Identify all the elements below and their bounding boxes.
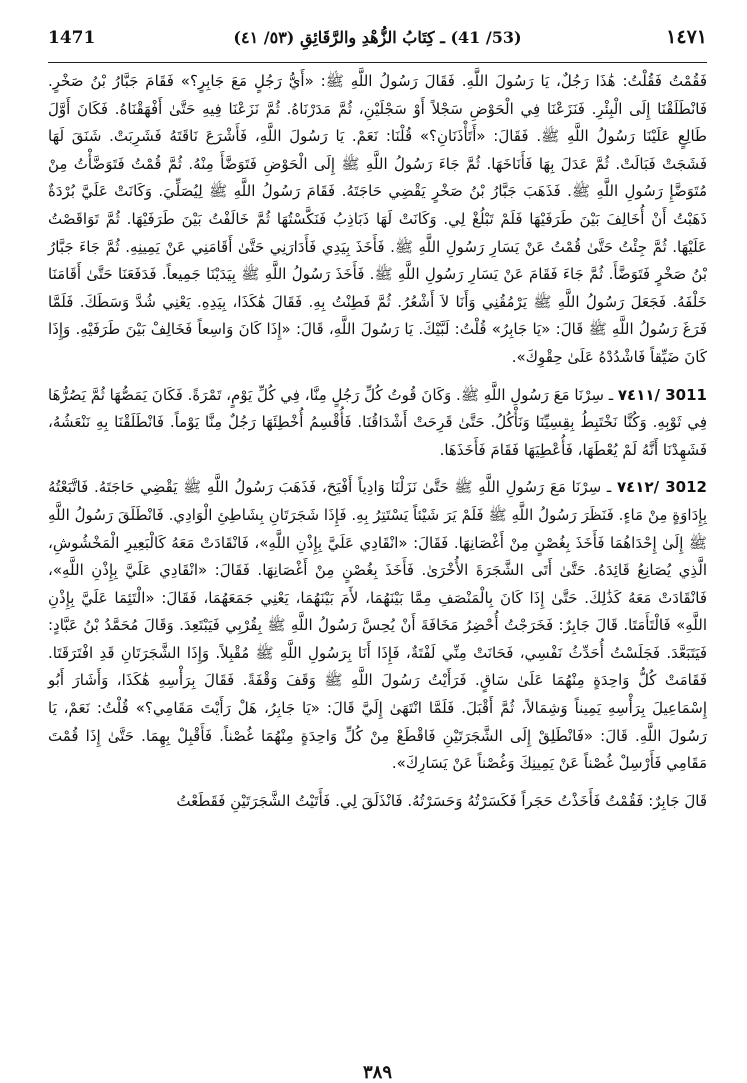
paragraph-final: قَالَ جَابِرٌ: فَقُمْتُ فَأَخَذْتُ حَجَراً فَكَسَرْتُهُ وَحَسَرْتُهُ. فَانْذَلَقَ لِي. فَأَتَيْتُ الشَّجَرَتَيْنِ فَقَطَعْتُ [176,791,707,810]
hadith-3012 [48,474,707,778]
page-number-latin: 1471 [48,28,96,48]
hadith-number: ٧٤١٢/ 3012 [616,478,707,497]
paragraph-continuation: فَقُمْتُ فَقُلْتُ: هَٰذَا رَجُلٌ، يَا رَسُولَ اللَّهِ. فَقَالَ رَسُولُ اللَّهِ ﷺ: «أَيُّ رَجُلٍ مَعَ جَابِرٍ؟» فَقَامَ جَبَّارُ بْنُ صَخْرٍ. فَانْطَلَقْنَا إِلَى الْبِئْرِ. فَنَزَعْنَا فِي الْحَوْضِ سَجْلاً أَوْ سَجْلَيْنِ، ثُمَّ مَدَرْنَاهُ. ثُمَّ نَزَعْنَا فِيهِ حَتَّىٰ أَفْهَقْنَاهُ. فَكَانَ أَوَّلَ طَالِعٍ عَلَيْنَا رَسُولُ اللَّهِ ﷺ. فَقَالَ: «أَتَأْذَنَانِ؟» قُلْنَا: نَعَمْ. يَا رَسُولَ اللَّهِ، فَأَشْرَعَ نَاقَتَهُ فَشَرِبَتْ. شَنَقَ لَهَا فَشَجَتْ فَبَالَتْ. ثُمَّ عَدَلَ بِهَا فَأَنَاخَهَا. ثُمَّ جَاءَ رَسُولُ اللَّهِ ﷺ إِلَى الْحَوْضِ فَتَوَضَّأَ مِنْهُ. ثُمَّ قُمْتُ فَتَوَضَّأْتُ مِنْ مُتَوَضَّإِ رَسُولِ اللَّهِ ﷺ. فَذَهَبَ جَبَّارُ بْنُ صَخْرٍ يَقْضِي حَاجَتَهُ. فَقَامَ رَسُولُ اللَّهِ ﷺ لِيُصَلِّيَ. وَكَانَتْ عَلَيَّ بُرْدَةٌ ذَهَبْتُ أَنْ أُخَالِفَ بَيْنَ طَرَفَيْهَا فَلَمْ تَبْلُغْ لِي. وَكَانَتْ لَهَا ذَبَاذِبُ فَنَكَّسْتُهَا ثُمَّ خَالَفْتُ بَيْنَ طَرَفَيْهَا. ثُمَّ تَوَاقَصْتُ عَلَيْهَا. ثُمَّ جِئْتُ حَتَّىٰ قُمْتُ عَنْ يَسَارِ رَسُولِ اللَّهِ ﷺ. فَأَخَذَ بِيَدِي فَأَدَارَنِي حَتَّىٰ أَقَامَنِي عَنْ يَمِينِهِ. ثُمَّ جَاءَ جَبَّارُ بْنُ صَخْرٍ فَتَوَضَّأَ. ثُمَّ جَاءَ فَقَامَ عَنْ يَسَارِ رَسُولِ اللَّهِ ﷺ. فَأَخَذَ رَسُولُ اللَّهِ ﷺ بِيَدَيْنَا جَمِيعاً. فَدَفَعَنَا حَتَّىٰ أَقَامَنَا خَلْفَهُ. فَجَعَلَ رَسُولُ اللَّهِ ﷺ يَرْمُقُنِي وَأَنَا لاَ أَشْعُرُ. ثُمَّ فَطِنْتُ بِهِ. فَقَالَ هَٰكَذَا، بِيَدِهِ. يَعْنِي شُدَّ وَسَطَكَ. فَلَمَّا فَرَغَ رَسُولُ اللَّهِ ﷺ قَالَ: «يَا جَابِرُ» قُلْتُ: لَبَّيْكَ. يَا رَسُولَ اللَّهِ، قَالَ: «إِذَا كَانَ وَاسِعاً فَخَالِفْ بَيْنَ طَرَفَيْهِ. وَإِذَا كَانَ ضَيِّقاً فَاشْدُدْهُ عَلَىٰ حِقْوِكَ». [48,72,707,366]
hadith-number: ٧٤١١/ 3011 [617,385,707,404]
hadith-text: ـ سِرْنَا مَعَ رَسُولِ اللَّهِ ﷺ حَتَّىٰ نَزَلْنَا وَادِياً أَفْيَحَ، فَذَهَبَ رَسُولُ اللَّهِ ﷺ يَقْضِي حَاجَتَهُ. فَاتَّبَعْتُهُ بِإِدَاوَةٍ مِنْ مَاءٍ. فَنَظَرَ رَسُولُ اللَّهِ ﷺ فَلَمْ يَرَ شَيْئاً يَسْتَتِرُ بِهِ. فَإِذَا شَجَرَتَانِ بِشَاطِئِ الْوَادِي. فَانْطَلَقَ رَسُولُ اللَّهِ ﷺ إِلَىٰ إِحْدَاهُمَا فَأَخَذَ بِغُصْنٍ مِنْ أَغْصَانِهَا. فَقَالَ: «انْقَادِي عَلَيَّ بِإِذْنِ اللَّهِ»، فَانْقَادَتْ مَعَهُ كَالْبَعِيرِ الْمَخْشُوشِ، الَّذِي يُصَانِعُ قَائِدَهُ. حَتَّىٰ أَتَى الشَّجَرَةَ الأُخْرَىٰ. فَأَخَذَ بِغُصْنٍ مِنْ أَغْصَانِهَا. فَقَالَ: «انْقَادِي عَلَيَّ بِإِذْنِ اللَّهِ»، فَانْقَادَتْ مَعَهُ كَذَٰلِكَ. حَتَّىٰ إِذَا كَانَ بِالْمَنْصَفِ مِمَّا بَيْنَهُمَا، لأَمَ بَيْنَهُمَا، يَعْنِي جَمَعَهُمَا، فَقَالَ: «الْتَئِمَا عَلَيَّ بِإِذْنِ اللَّهِ» فَالْتَأَمَتَا. قَالَ جَابِرٌ: فَخَرَجْتُ أُحْضِرُ مَخَافَةَ أَنْ يُحِسَّ رَسُولُ اللَّهِ ﷺ بِقُرْبِي فَيَبْتَعِدَ. وَقَالَ مُحَمَّدُ بْنُ عَبَّادٍ: فَيَتَبَعَّدَ. فَجَلَسْتُ أُحَدِّثُ نَفْسِي، فَحَانَتْ مِنِّي لَفْتَةٌ، فَإِذَا أَنَا بِرَسُولِ اللَّهِ ﷺ مُقْبِلاً. وَإِذَا الشَّجَرَتَانِ قَدِ افْتَرَقَتَا. فَقَامَتْ كُلُّ وَاحِدَةٍ مِنْهُمَا عَلَىٰ سَاقٍ. فَرَأَيْتُ رَسُولَ اللَّهِ ﷺ وَقَفَ وَقْفَةً. فَقَالَ بِرَأْسِهِ هَٰكَذَا، وَأَشَارَ أَبُو إِسْمَاعِيلَ بِرَأْسِهِ يَمِيناً وَشِمَالاً، ثُمَّ أَقْبَلَ. فَلَمَّا انْتَهَىٰ إِلَيَّ قَالَ: «يَا جَابِرُ، هَلْ رَأَيْتَ مَقَامِي؟» قُلْتُ: نَعَمْ، يَا رَسُولَ اللَّهِ. قَالَ: «فَانْطَلِقْ إِلَى الشَّجَرَتَيْنِ فَاقْطَعْ مِنْ كُلِّ وَاحِدَةٍ مِنْهُمَا غُصْناً. فَأَقْبِلْ بِهِمَا. حَتَّىٰ إِذَا قُمْتَ مَقَامِي فَأَرْسِلْ غُصْناً عَنْ يَمِينِكَ وَغُصْناً عَنْ يَسَارِكَ». [48,478,707,773]
running-title: (53/ 41) ـ كِتَابُ الزُّهْدِ والرَّقَائِقِ (٥٣/ ٤١) [233,28,522,47]
hadith-text: ـ سِرْنَا مَعَ رَسُولِ اللَّهِ ﷺ. وَكَانَ قُوتُ كُلِّ رَجُلٍ مِنَّا، فِي كُلِّ يَوْمٍ، تَمْرَةً. فَكَانَ يَمَصُّهَا ثُمَّ يَصُرُّهَا فِي ثَوْبِهِ. وَكُنَّا نَخْتَبِطُ بِقِسِيِّنَا وَنَأْكُلُ. حَتَّىٰ قَرِحَتْ أَشْدَاقُنَا. فَأُقْسِمُ أُخْطِئَهَا رَجُلٌ مِنَّا يَوْماً. فَانْطَلَقْنَا بِهِ نَنْعَشُهُ، فَشَهِدْنَا أَنَّهُ لَمْ يُعْطَهَا، فَأُعْطِيَهَا فَقَامَ فَأَخَذَهَا. [48,385,707,459]
hadith-3011 [48,382,707,465]
main-text [48,68,707,815]
page-footer-number: ٣٨٩ [362,1062,392,1083]
header-rule [48,62,707,63]
page-header [48,22,707,56]
book-page [48,22,707,1083]
page-number-arabic: ١٤٧١ [666,26,707,48]
